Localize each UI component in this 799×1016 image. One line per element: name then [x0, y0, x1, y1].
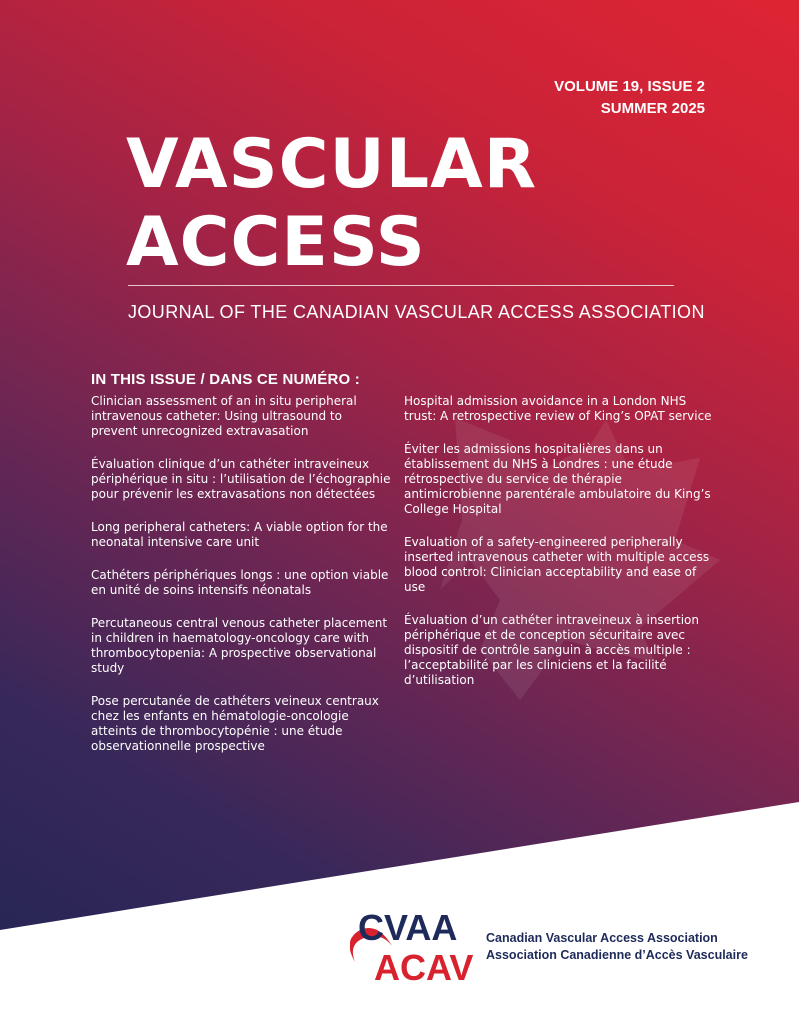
- toc-right-column: [404, 394, 716, 706]
- journal-subtitle: JOURNAL OF THE CANADIAN VASCULAR ACCESS ASSOCIATION: [128, 302, 705, 322]
- toc-article[interactable]: Évaluation d’un cathéter intraveineux à insertion périphérique et de conception sécuritaire avec dispositif de contrôle sanguin à accès multiple : l’acceptabilité par les cliniciens et la facilité d’utilisation: [404, 613, 699, 687]
- toc-article[interactable]: Évaluation clinique d’un cathéter intraveineux périphérique in situ : l’utilisation de l’échographie pour prévenir les extravasations non détectées: [91, 457, 391, 501]
- toc-article[interactable]: Pose percutanée de cathéters veineux centraux chez les enfants en hématologie-oncologie atteints de thrombocytopénie : une étude observationnelle prospective: [91, 694, 379, 753]
- title-divider: [128, 285, 674, 286]
- association-name-fr: Association Canadienne d’Accès Vasculaire: [486, 948, 748, 962]
- toc-article[interactable]: Hospital admission avoidance in a London NHS trust: A retrospective review of King’s OPAT service: [404, 394, 712, 423]
- season-label: SUMMER 2025: [600, 100, 705, 117]
- association-names: [486, 930, 748, 964]
- logo-text-top: CVAA: [358, 907, 458, 948]
- toc-article[interactable]: Cathéters périphériques longs : une option viable en unité de soins intensifs néonatals: [91, 568, 389, 597]
- journal-title-line1: VASCULAR: [126, 125, 538, 204]
- cvaa-logo: [350, 900, 480, 990]
- toc-article[interactable]: Percutaneous central venous catheter placement in children in haematology-oncology care with thrombocytopenia: A prospective observational study: [91, 616, 388, 675]
- toc-article[interactable]: Éviter les admissions hospitalières dans un établissement du NHS à Londres : une étude rétrospective du service de thérapie antimicrobienne parentérale ambulatoire du King’s College Hospital: [404, 442, 711, 516]
- toc-heading: IN THIS ISSUE / DANS CE NUMÉRO :: [91, 371, 360, 388]
- issue-info: [554, 76, 705, 120]
- toc-article[interactable]: Clinician assessment of an in situ peripheral intravenous catheter: Using ultrasound to prevent unrecognized extravasation: [91, 394, 357, 438]
- toc-article[interactable]: Evaluation of a safety-engineered peripherally inserted intravenous catheter with multiple access blood control: Clinician acceptability and ease of use: [404, 535, 710, 594]
- toc-left-column: [91, 394, 391, 772]
- logo-text-bottom: ACAV: [374, 947, 474, 988]
- volume-issue-label: VOLUME 19, ISSUE 2: [554, 78, 705, 95]
- journal-title-line2: ACCESS: [126, 203, 426, 282]
- journal-title: [126, 126, 537, 282]
- toc-article[interactable]: Long peripheral catheters: A viable option for the neonatal intensive care unit: [91, 520, 388, 549]
- association-name-en: Canadian Vascular Access Association: [486, 931, 718, 945]
